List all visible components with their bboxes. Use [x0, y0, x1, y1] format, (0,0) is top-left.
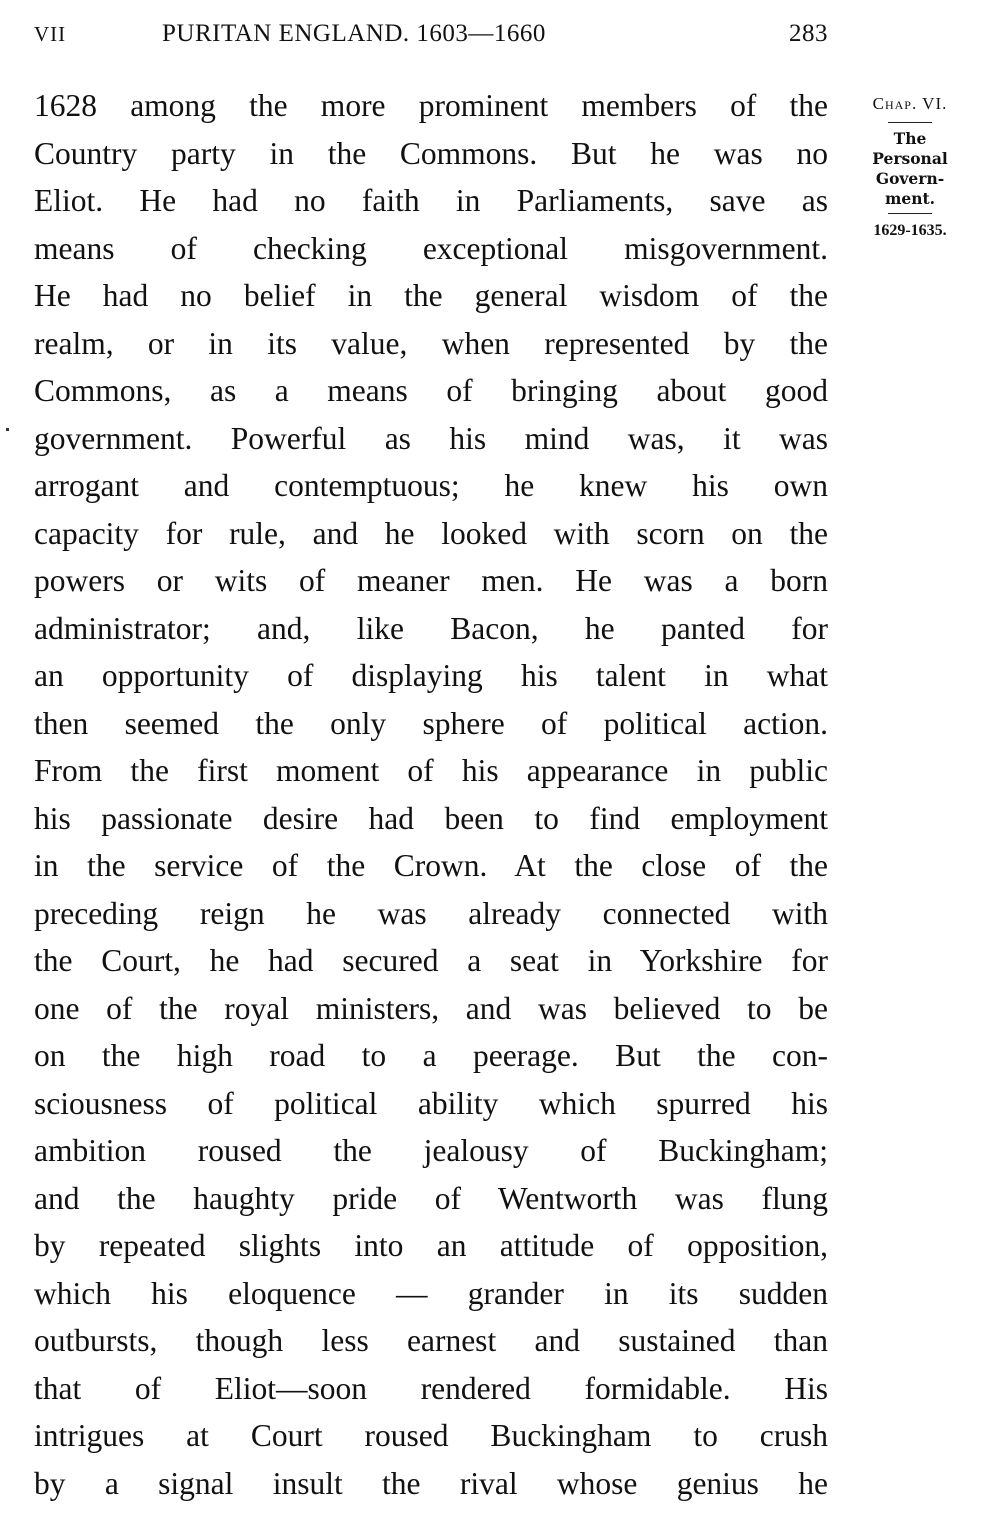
side-note-topic-line: ment. — [884, 189, 936, 208]
side-note-divider — [888, 122, 932, 123]
margin-ink-mark — [6, 428, 9, 431]
text-line: From the first moment of his appearance in public — [34, 753, 828, 788]
text-line: 1628 among the more prominent members of the — [34, 88, 828, 123]
body-paragraph — [34, 82, 828, 1507]
text-line: administrator; and, like Bacon, he panted for — [34, 610, 828, 646]
text-line: by a signal insult the rival whose genius he — [34, 1465, 828, 1501]
text-line: powers or wits of meaner men. He was a born — [34, 563, 828, 598]
text-line: an opportunity of displaying his talent in what — [34, 658, 828, 693]
side-note-dates: 1629-1635. — [873, 222, 947, 239]
text-line: his passionate desire had been to find employment — [34, 800, 828, 836]
side-note-chapter: Chap. VI. — [872, 94, 948, 113]
page-number: 283 — [789, 20, 828, 47]
text-line: sciousness of political ability which spurred his — [34, 1085, 828, 1121]
side-note-topic-line: Govern- — [875, 169, 945, 188]
running-head — [34, 18, 828, 50]
text-line: that of Eliot—soon rendered formidable. His — [34, 1370, 828, 1406]
text-line: government. Powerful as his mind was, it was — [34, 420, 828, 456]
running-title: PURITAN ENGLAND. 1603—1660 — [162, 20, 546, 47]
margin-side-note — [852, 90, 968, 242]
text-line: ambition roused the jealousy of Buckingham; — [34, 1133, 828, 1168]
text-line: Commons, as a means of bringing about good — [34, 373, 828, 408]
text-line: one of the royal ministers, and was believed to be — [34, 990, 828, 1026]
side-note-topic-line: Personal — [872, 149, 948, 168]
text-line: means of checking exceptional misgovernment. — [34, 230, 828, 266]
text-line: intrigues at Court roused Buckingham to crush — [34, 1418, 828, 1453]
text-line: Country party in the Commons. But he was no — [34, 135, 828, 171]
text-line: capacity for rule, and he looked with scorn on the — [34, 515, 828, 551]
text-line: the Court, he had secured a seat in Yorkshire for — [34, 943, 828, 978]
side-note-divider — [888, 213, 932, 214]
text-line: preceding reign he was already connected with — [34, 895, 828, 931]
text-line: by repeated slights into an attitude of opposition, — [34, 1228, 828, 1263]
text-line: arrogant and contemptuous; he knew his own — [34, 468, 828, 503]
text-line: Eliot. He had no faith in Parliaments, save as — [34, 183, 828, 218]
text-line: which his eloquence — grander in its sudden — [34, 1275, 828, 1311]
text-line: realm, or in its value, when represented by the — [34, 325, 828, 361]
text-line: in the service of the Crown. At the close of the — [34, 848, 828, 883]
text-line: He had no belief in the general wisdom of the — [34, 278, 828, 313]
text-line: on the high road to a peerage. But the con- — [34, 1038, 828, 1073]
text-line: and the haughty pride of Wentworth was flung — [34, 1180, 828, 1216]
text-line: then seemed the only sphere of political action. — [34, 705, 828, 741]
text-line: outbursts, though less earnest and sustained than — [34, 1323, 828, 1358]
chapter-numeral: VII — [34, 22, 67, 46]
side-note-topic-line: The — [893, 129, 927, 148]
